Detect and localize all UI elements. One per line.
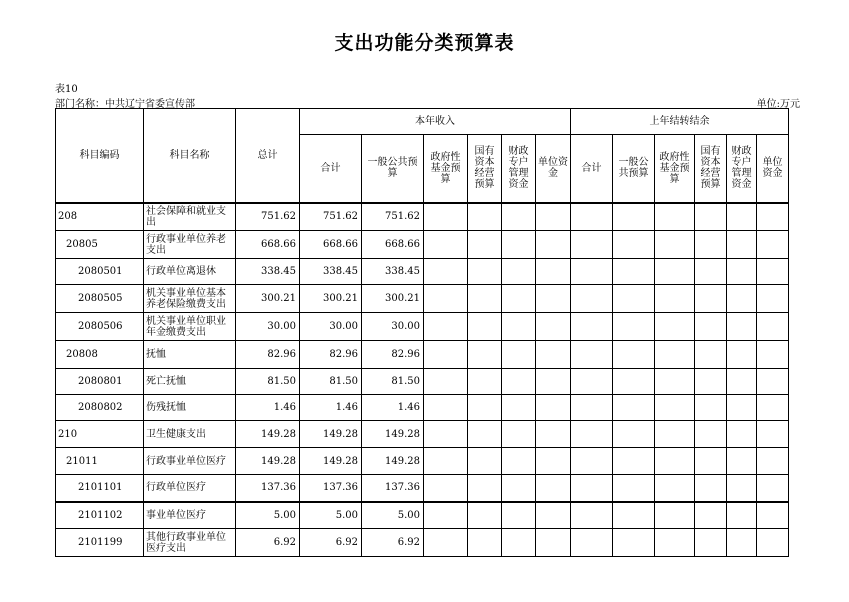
empty-cell [613,529,655,557]
row-cur-general: 149.28 [362,421,424,448]
empty-cell [655,231,695,259]
row-code: 208 [56,203,144,231]
empty-cell [727,285,757,313]
row-total: 149.28 [236,448,300,475]
table-row [56,369,789,395]
empty-cell [757,313,789,341]
header-current-income: 本年收入 [300,109,571,135]
empty-cell [613,395,655,421]
empty-cell [468,369,502,395]
empty-cell [502,502,536,529]
empty-cell [757,421,789,448]
row-cur-sum: 751.62 [300,203,362,231]
header-prev-balance: 上年结转结余 [571,109,789,135]
row-code: 210 [56,421,144,448]
header-prev-sum: 合计 [571,135,613,203]
row-code: 20805 [56,231,144,259]
empty-cell [536,259,571,285]
empty-cell [695,369,727,395]
row-total: 668.66 [236,231,300,259]
row-cur-general: 668.66 [362,231,424,259]
empty-cell [536,313,571,341]
empty-cell [502,529,536,557]
row-total: 6.92 [236,529,300,557]
empty-cell [424,259,468,285]
row-cur-general: 1.46 [362,395,424,421]
row-name: 社会保障和就业支出 [144,203,236,231]
department-name: 部门名称：中共辽宁省委宣传部 [55,99,195,110]
empty-cell [468,259,502,285]
empty-cell [727,203,757,231]
row-code: 2101101 [56,475,144,502]
empty-cell [613,369,655,395]
empty-cell [655,203,695,231]
empty-cell [727,395,757,421]
row-cur-general: 82.96 [362,341,424,369]
empty-cell [536,448,571,475]
empty-cell [655,448,695,475]
empty-cell [613,285,655,313]
empty-cell [727,231,757,259]
empty-cell [727,341,757,369]
empty-cell [757,448,789,475]
empty-cell [571,502,613,529]
empty-cell [502,448,536,475]
table-row [56,259,789,285]
empty-cell [502,313,536,341]
empty-cell [424,313,468,341]
empty-cell [695,421,727,448]
empty-cell [502,231,536,259]
empty-cell [613,421,655,448]
table-row [56,231,789,259]
empty-cell [695,231,727,259]
empty-cell [536,502,571,529]
row-name: 抚恤 [144,341,236,369]
empty-cell [536,203,571,231]
empty-cell [613,341,655,369]
row-code: 2080802 [56,395,144,421]
empty-cell [502,259,536,285]
empty-cell [655,285,695,313]
empty-cell [536,529,571,557]
empty-cell [613,448,655,475]
empty-cell [727,313,757,341]
header-prev-fund: 政府性基金预算 [655,135,695,203]
empty-cell [655,475,695,502]
empty-cell [468,529,502,557]
row-cur-sum: 338.45 [300,259,362,285]
empty-cell [727,259,757,285]
row-cur-general: 30.00 [362,313,424,341]
empty-cell [655,395,695,421]
empty-cell [655,313,695,341]
empty-cell [571,341,613,369]
empty-cell [502,285,536,313]
empty-cell [424,369,468,395]
empty-cell [655,502,695,529]
empty-cell [757,369,789,395]
table-row [56,341,789,369]
row-cur-general: 149.28 [362,448,424,475]
empty-cell [502,341,536,369]
empty-cell [695,475,727,502]
row-cur-general: 81.50 [362,369,424,395]
header-cur-general: 一般公共预算 [362,135,424,203]
empty-cell [695,259,727,285]
table-row [56,313,789,341]
empty-cell [571,259,613,285]
row-name: 行政单位离退休 [144,259,236,285]
empty-cell [571,421,613,448]
row-name: 事业单位医疗 [144,502,236,529]
header-cur-state-capital: 国有资本经营预算 [468,135,502,203]
empty-cell [424,529,468,557]
empty-cell [571,369,613,395]
empty-cell [695,529,727,557]
row-total: 1.46 [236,395,300,421]
empty-cell [424,231,468,259]
empty-cell [757,502,789,529]
row-total: 30.00 [236,313,300,341]
empty-cell [502,475,536,502]
empty-cell [655,259,695,285]
header-prev-state-capital: 国有资本经营预算 [695,135,727,203]
row-code: 2080505 [56,285,144,313]
row-cur-general: 300.21 [362,285,424,313]
empty-cell [536,475,571,502]
row-cur-sum: 300.21 [300,285,362,313]
empty-cell [502,203,536,231]
row-total: 81.50 [236,369,300,395]
empty-cell [757,259,789,285]
empty-cell [757,529,789,557]
row-name: 其他行政事业单位医疗支出 [144,529,236,557]
row-total: 300.21 [236,285,300,313]
empty-cell [757,395,789,421]
empty-cell [571,231,613,259]
empty-cell [695,313,727,341]
empty-cell [655,369,695,395]
row-cur-sum: 82.96 [300,341,362,369]
empty-cell [571,475,613,502]
row-name: 机关事业单位基本养老保险缴费支出 [144,285,236,313]
empty-cell [468,421,502,448]
empty-cell [571,285,613,313]
empty-cell [424,203,468,231]
page-title: 支出功能分类预算表 [334,32,515,54]
unit-label: 单位:万元 [756,99,800,110]
empty-cell [613,502,655,529]
empty-cell [757,475,789,502]
empty-cell [536,341,571,369]
empty-cell [655,529,695,557]
row-code: 20808 [56,341,144,369]
empty-cell [424,285,468,313]
row-cur-general: 137.36 [362,475,424,502]
empty-cell [727,448,757,475]
empty-cell [424,448,468,475]
row-cur-general: 751.62 [362,203,424,231]
row-total: 751.62 [236,203,300,231]
empty-cell [571,395,613,421]
row-code: 2080506 [56,313,144,341]
empty-cell [536,285,571,313]
empty-cell [695,448,727,475]
empty-cell [695,203,727,231]
empty-cell [468,502,502,529]
row-cur-sum: 137.36 [300,475,362,502]
row-name: 死亡抚恤 [144,369,236,395]
empty-cell [655,421,695,448]
row-cur-general: 5.00 [362,502,424,529]
table-number: 表10 [55,84,78,95]
empty-cell [757,285,789,313]
header-cur-special-account: 财政专户管理资金 [502,135,536,203]
empty-cell [727,502,757,529]
empty-cell [571,529,613,557]
empty-cell [727,421,757,448]
empty-cell [468,285,502,313]
row-total: 338.45 [236,259,300,285]
row-name: 机关事业单位职业年金缴费支出 [144,313,236,341]
budget-table [55,108,789,557]
empty-cell [613,203,655,231]
table-row [56,285,789,313]
table-row [56,475,789,502]
empty-cell [695,502,727,529]
row-name: 行政事业单位医疗 [144,448,236,475]
row-code: 2080501 [56,259,144,285]
row-name: 卫生健康支出 [144,421,236,448]
table-row [56,448,789,475]
row-code: 2080801 [56,369,144,395]
row-name: 行政事业单位养老支出 [144,231,236,259]
row-code: 2101199 [56,529,144,557]
empty-cell [757,231,789,259]
empty-cell [468,203,502,231]
empty-cell [727,369,757,395]
row-cur-sum: 149.28 [300,448,362,475]
row-code: 2101102 [56,502,144,529]
row-name: 行政单位医疗 [144,475,236,502]
row-cur-general: 6.92 [362,529,424,557]
row-cur-sum: 5.00 [300,502,362,529]
row-cur-sum: 6.92 [300,529,362,557]
empty-cell [695,285,727,313]
table-row [56,421,789,448]
empty-cell [502,369,536,395]
header-prev-unit-funds: 单位资金 [757,135,789,203]
row-cur-sum: 30.00 [300,313,362,341]
table-row [56,203,789,231]
empty-cell [727,475,757,502]
header-code: 科目编码 [56,109,144,203]
empty-cell [613,313,655,341]
header-prev-general: 一般公共预算 [613,135,655,203]
row-cur-sum: 1.46 [300,395,362,421]
empty-cell [536,369,571,395]
header-total: 总计 [236,109,300,203]
empty-cell [727,529,757,557]
empty-cell [536,395,571,421]
row-name: 伤残抚恤 [144,395,236,421]
empty-cell [468,475,502,502]
row-total: 5.00 [236,502,300,529]
empty-cell [571,313,613,341]
empty-cell [536,231,571,259]
row-cur-sum: 149.28 [300,421,362,448]
empty-cell [424,475,468,502]
empty-cell [468,231,502,259]
empty-cell [424,341,468,369]
header-name: 科目名称 [144,109,236,203]
row-cur-sum: 668.66 [300,231,362,259]
empty-cell [468,448,502,475]
row-cur-sum: 81.50 [300,369,362,395]
row-cur-general: 338.45 [362,259,424,285]
empty-cell [468,313,502,341]
table-row [56,502,789,529]
empty-cell [613,475,655,502]
empty-cell [468,395,502,421]
table-row [56,395,789,421]
empty-cell [424,421,468,448]
header-prev-special-account: 财政专户管理资金 [727,135,757,203]
empty-cell [571,203,613,231]
empty-cell [536,421,571,448]
empty-cell [613,259,655,285]
empty-cell [757,341,789,369]
empty-cell [613,231,655,259]
empty-cell [655,341,695,369]
empty-cell [571,448,613,475]
header-cur-sum: 合计 [300,135,362,203]
header-cur-fund: 政府性基金预算 [424,135,468,203]
table-row [56,529,789,557]
row-total: 149.28 [236,421,300,448]
row-total: 82.96 [236,341,300,369]
row-code: 21011 [56,448,144,475]
empty-cell [424,395,468,421]
empty-cell [502,421,536,448]
empty-cell [757,203,789,231]
empty-cell [695,395,727,421]
header-cur-unit-funds: 单位资金 [536,135,571,203]
empty-cell [695,341,727,369]
empty-cell [424,502,468,529]
row-total: 137.36 [236,475,300,502]
empty-cell [502,395,536,421]
empty-cell [468,341,502,369]
